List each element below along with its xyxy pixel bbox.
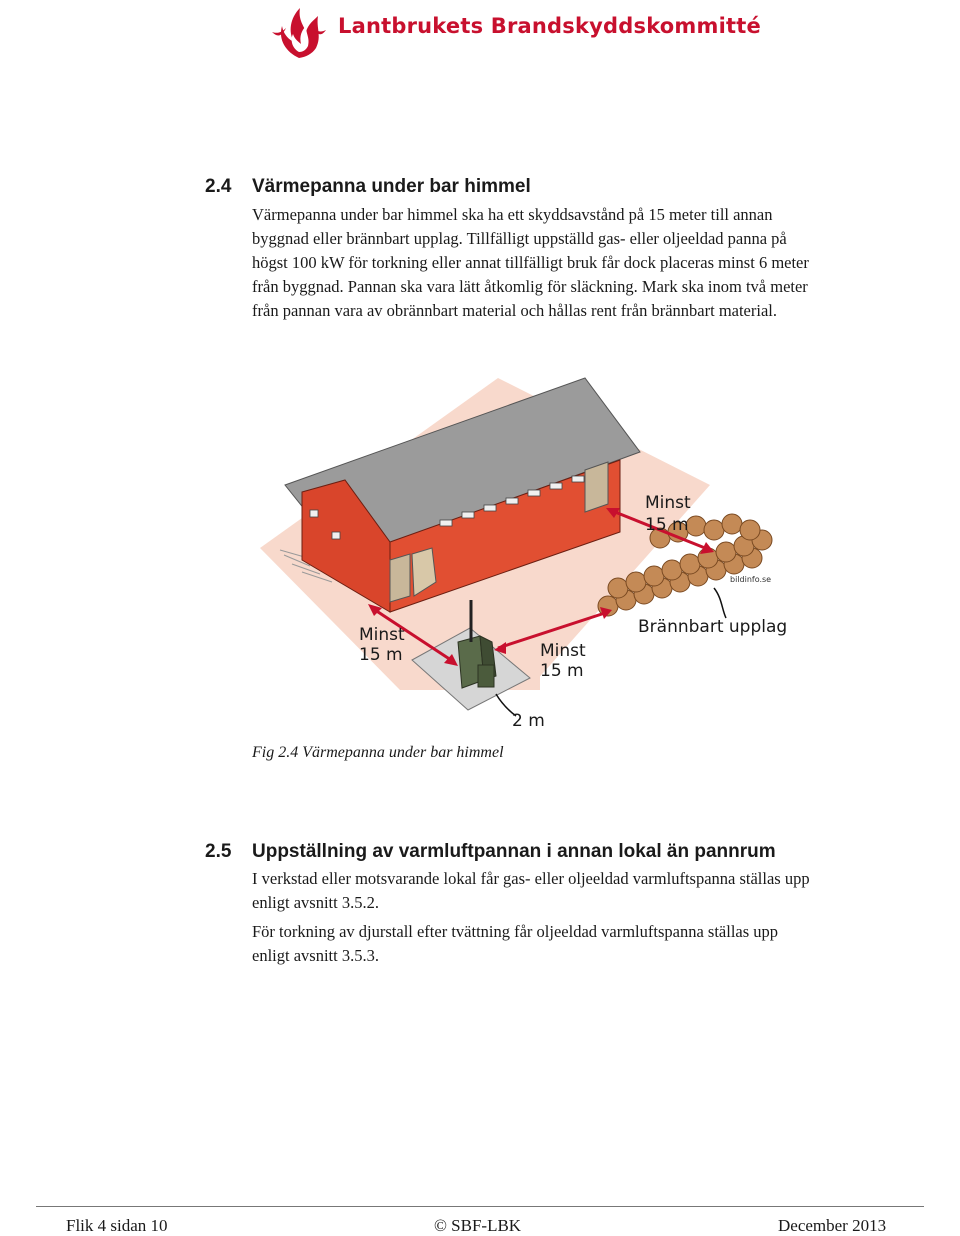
- label-back-dist: 15 m: [645, 515, 689, 535]
- boiler-distance-illustration: [240, 360, 800, 740]
- figure-caption: Fig 2.4 Värmepanna under bar himmel: [252, 744, 504, 761]
- label-left-minst: Minst: [359, 625, 405, 645]
- label-mid-minst: Minst: [540, 641, 586, 661]
- section-title: Uppställning av varmluftpannan i annan lokal än pannrum: [252, 841, 776, 862]
- section-paragraph-2: För torkning av djurstall efter tvättning får oljeeldad varmluftspanna ställas upp enligt avsnitt 3.5.3.: [252, 922, 779, 965]
- label-mid-dist: 15 m: [540, 661, 584, 681]
- label-fuel-storage: Brännbart upplag: [638, 617, 788, 637]
- footer-date: December 2013: [778, 1216, 887, 1235]
- footer-divider: [36, 1206, 924, 1207]
- barn-door-back: [585, 462, 608, 512]
- section-number: 2.5: [205, 841, 232, 862]
- label-back-minst: Minst: [645, 493, 691, 513]
- label-left-dist: 15 m: [359, 645, 403, 665]
- boiler-tank: [478, 665, 494, 687]
- fuel-leader-line: [714, 588, 726, 618]
- section-title: Värmepanna under bar himmel: [252, 176, 531, 197]
- flame-bird-logo-icon: [268, 2, 330, 60]
- image-credit: bildinfo.se: [730, 575, 772, 584]
- label-slab-width: 2 m: [512, 711, 545, 731]
- organization-name: Lantbrukets Brandskyddskommitté: [338, 14, 761, 38]
- section-body: Värmepanna under bar himmel ska ha ett skyddsavstånd på 15 meter till annan byggnad eller brännbart upplag. Tillfälligt uppställd gas- eller oljeeldad panna på högst 100 kW för torkning eller annat tillfälligt bruk får dock placeras minst 6 meter från byggnad. Pannan ska vara lätt åtkomlig för släckning. Mark ska inom två meter från pannan vara av obrännbart material och hållas rent från brännbart material.: [252, 205, 809, 320]
- section-number: 2.4: [205, 176, 232, 197]
- section-heading-2-5: [205, 841, 776, 863]
- section-paragraph-1: I verkstad eller motsvarande lokal får gas- eller oljeeldad varmluftspanna ställas upp enligt avsnitt 3.5.2.: [252, 869, 810, 912]
- section-heading-2-4: [205, 176, 531, 198]
- barn-door-front: [390, 554, 410, 602]
- footer-page-ref: Flik 4 sidan 10: [66, 1216, 168, 1235]
- footer-copyright: © SBF-LBK: [434, 1216, 522, 1235]
